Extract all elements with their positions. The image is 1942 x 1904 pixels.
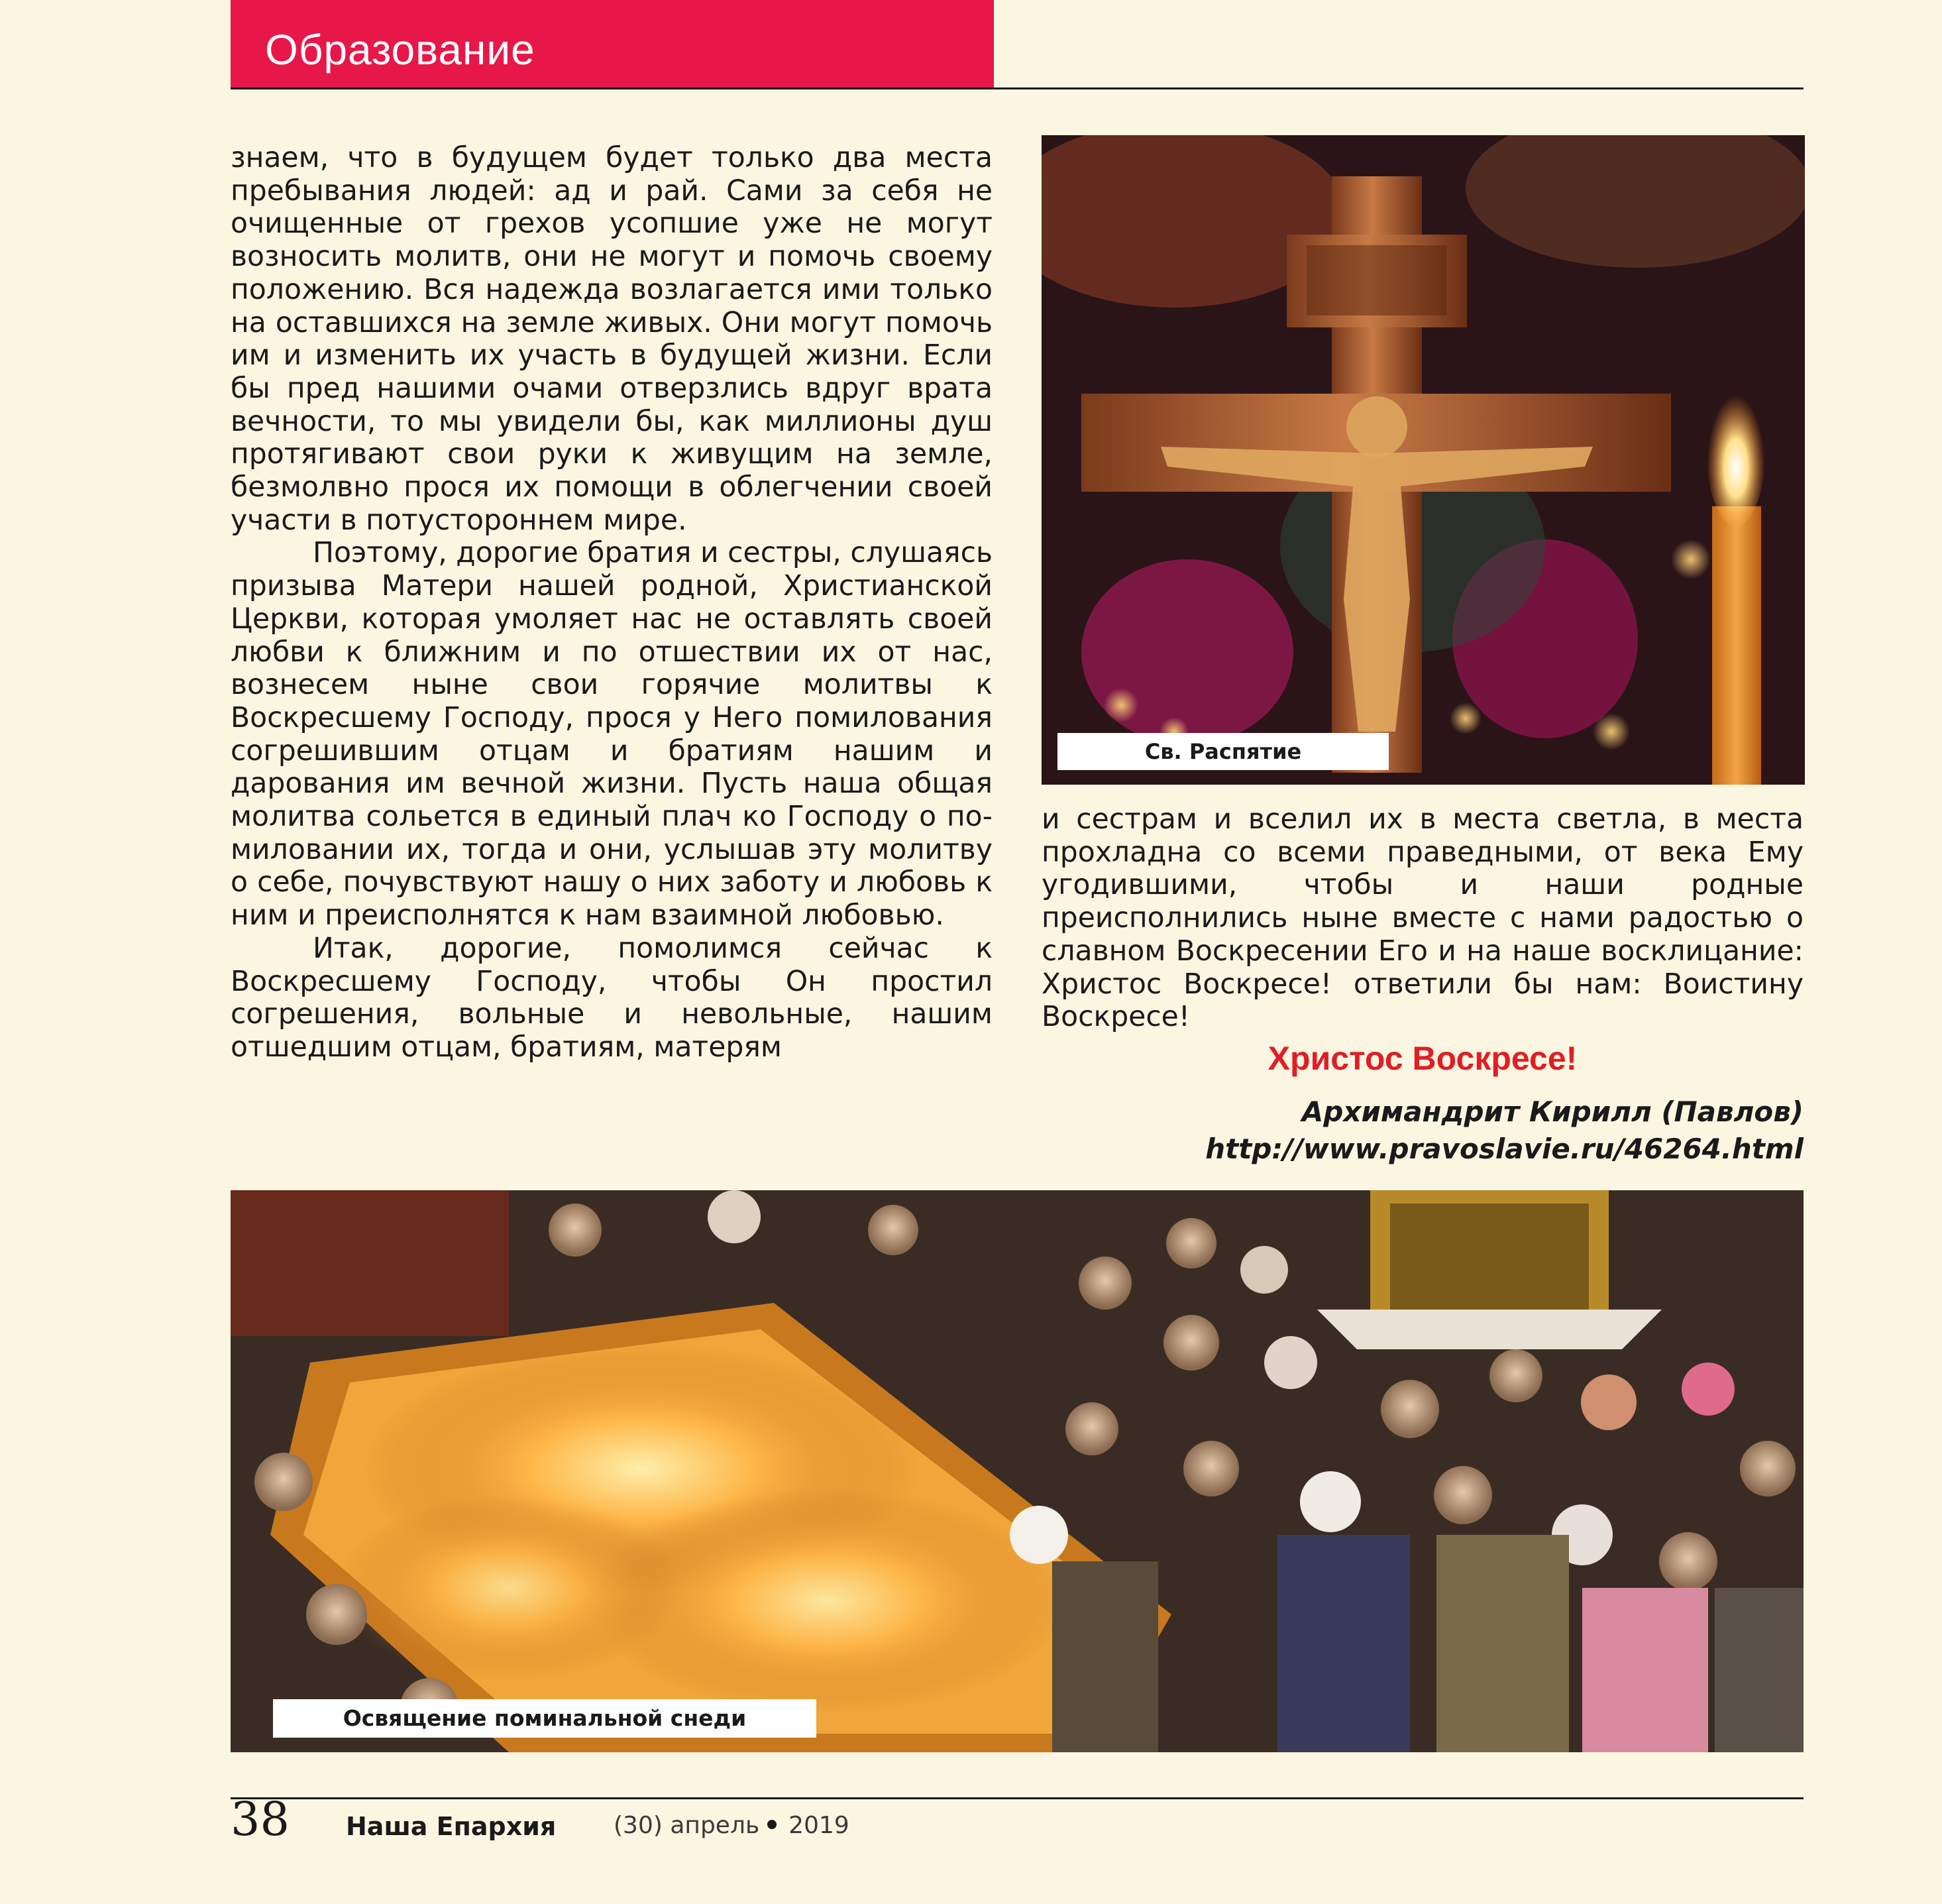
paragraph-3: Итак, дорогие, помолимся сейчас к Воскресшему Господу, чтобы Он простил согрешения, вольные и невольные, нашим отшедшим отцам, братиям, матерям bbox=[231, 932, 993, 1064]
author-block bbox=[1042, 1093, 1804, 1168]
magazine-name: Наша Епархия bbox=[346, 1812, 557, 1841]
left-column bbox=[231, 142, 993, 1064]
issue-number: (30) апрель bbox=[614, 1812, 760, 1839]
paragraph-1: знаем, что в будущем будет только два места пребывания людей: ад и рай. Сами за себя не очищенные от грехов усопшие уже не могут возносить молитв, они не могут и помочь своему положению. Вся надежда возлагается ими только на оставшихся на земле живых. Они могут помочь им и изменить их участь в будущей жизни. Если бы пред нашими очами отверзлись вдруг врата вечности, то мы увидели бы, как миллионы душ протягивают свои руки к живущим на земле, безмолвно прося их помощи в облегчении своей участи в потустороннем мире. bbox=[231, 142, 993, 537]
crowd-illustration bbox=[231, 1190, 1804, 1752]
crucifix-caption: Св. Распятие bbox=[1057, 733, 1389, 770]
issue-info bbox=[614, 1812, 849, 1839]
crowd-photo bbox=[231, 1190, 1804, 1752]
header-rule bbox=[231, 87, 1804, 89]
author-name: Архимандрит Кирилл (Павлов) bbox=[1301, 1095, 1804, 1128]
crowd-caption: Освящение поминальной снеди bbox=[273, 1699, 816, 1738]
section-title: Образование bbox=[265, 26, 535, 74]
paragraph-2: Поэтому, дорогие братия и сестры, слушаясь призыва Матери нашей родной, Христианской Церкви, которая умоляет нас не оставлять своей любви к ближним и по отшествии их от нас, вознесем ныне свои горячие молитвы к Воскресшему Господу, прося у Него помилования согрешившим отцам и братиям нашим и дарования им вечной жизни. Пусть наша общая молитва сольется в единый плач ко Господу о помиловании их, тогда и они, услышав эту молитву о себе, почувствуют нашу о них заботу и любовь к ним и преисполнятся к нам взаимной любовью. bbox=[231, 537, 993, 932]
page-number: 38 bbox=[231, 1792, 290, 1846]
footer-rule bbox=[231, 1797, 1804, 1799]
easter-exclamation: Христос Воскресе! bbox=[1268, 1040, 1578, 1077]
crucifix-photo bbox=[1042, 135, 1805, 785]
crucifix-illustration bbox=[1042, 135, 1805, 785]
issue-year: 2019 bbox=[788, 1812, 849, 1839]
bullet-dot-icon bbox=[767, 1820, 777, 1829]
section-tab bbox=[231, 0, 994, 89]
right-column bbox=[1042, 803, 1804, 1034]
paragraph-4: и сестрам и вселил их в места светла, в места прохладна со всеми праведными, от века Ему угодившими, чтобы и наши родные преисполнились ныне вместе с нами радостью о славном Воскресении Его и на наше восклицание: Христос Воскресе! ответили бы нам: Воистину Воскресе! bbox=[1042, 803, 1804, 1034]
source-link[interactable]: http://www.pravoslavie.ru/46264.html bbox=[1205, 1133, 1804, 1165]
